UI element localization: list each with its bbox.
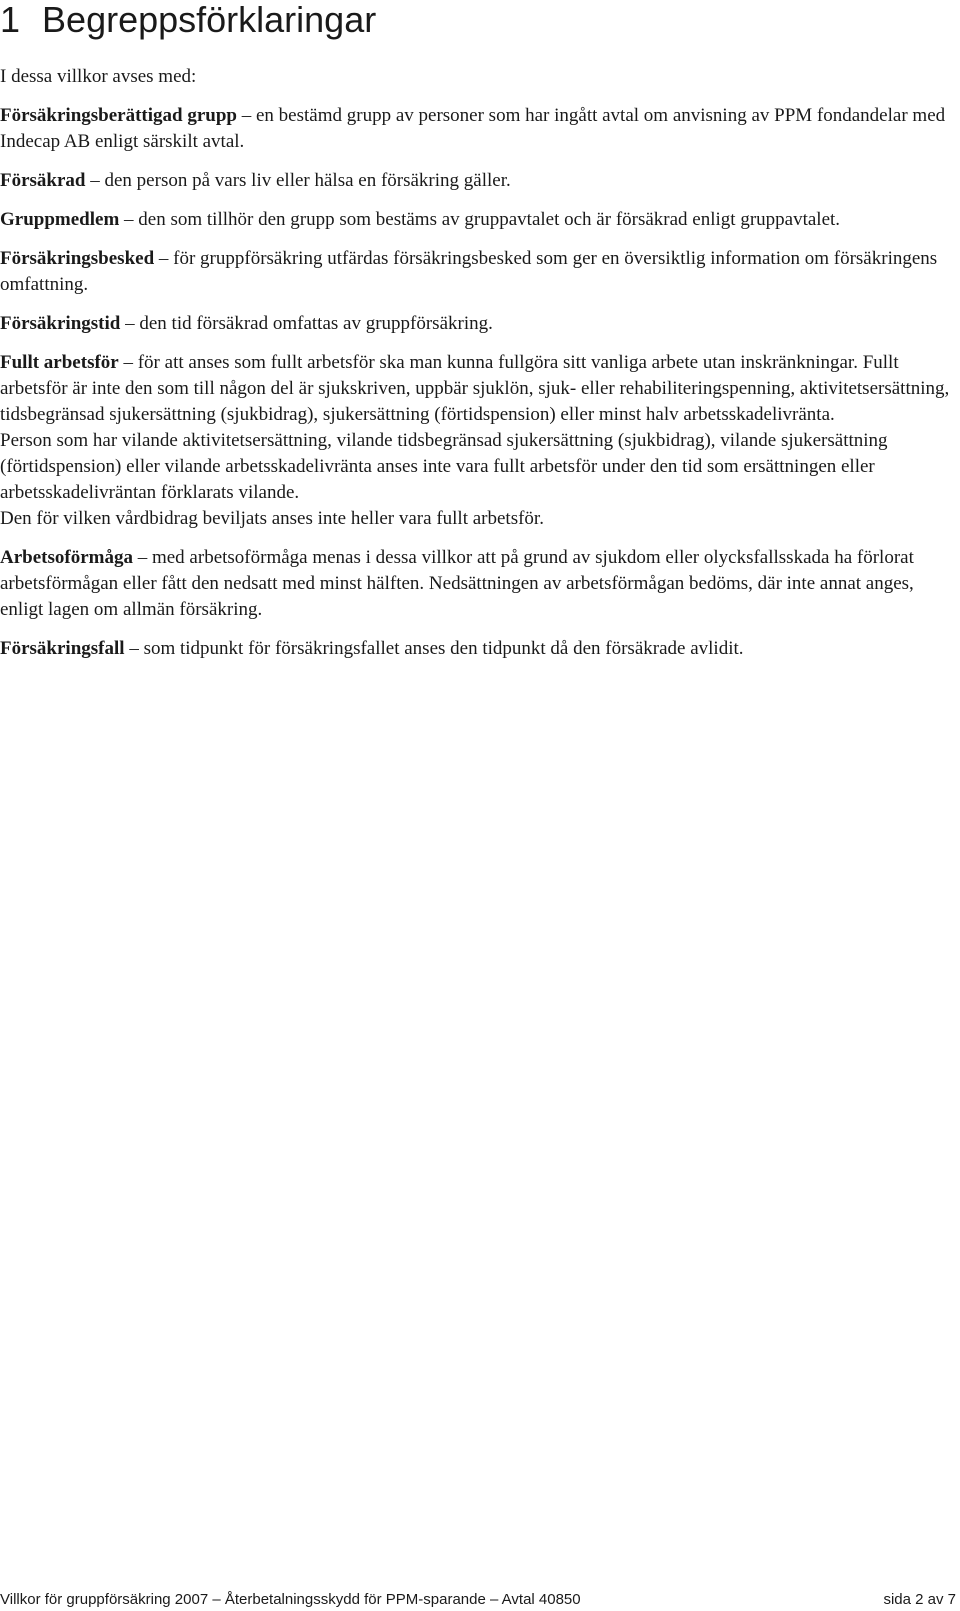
definition-term: Fullt arbetsför [0, 352, 119, 373]
definition-text: – med arbetsoförmåga menas i dessa villkor att på grund av sjukdom eller olycksfallsskada ha förlorat arbetsförmågan eller fått den nedsatt med minst hälften. Nedsättningen av arbetsförmågan bedöms, där inte annat anges, enligt lagen om allmän försäkring. [0, 547, 914, 620]
definition-text: – en bestämd grupp av personer som har ingått avtal om anvisning av PPM fondandelar med Indecap AB enligt särskilt avtal. [0, 105, 946, 152]
definition-term: Försäkrad [0, 170, 86, 191]
footer-page-number: sida 2 av 7 [883, 1591, 956, 1608]
definition-text: – den person på vars liv eller hälsa en försäkring gäller. [85, 170, 511, 191]
definition-forsakrad [0, 168, 955, 194]
definition-term: Försäkringstid [0, 313, 121, 334]
definition-term: Försäkringsfall [0, 638, 125, 659]
definition-fullt-arbetsfor [0, 350, 955, 428]
definition-gruppmedlem [0, 207, 955, 233]
definition-forsakringstid [0, 311, 955, 337]
intro-paragraph: I dessa villkor avses med: [0, 66, 197, 87]
heading-number: 1 [0, 0, 21, 40]
definition-text: – som tidpunkt för försäkringsfallet anses den tidpunkt då den försäkrade avlidit. [124, 638, 744, 659]
definition-term: Försäkringsbesked [0, 248, 155, 269]
definition-forsakringsberattigad-grupp [0, 103, 955, 155]
definition-forsakringsfall [0, 636, 955, 662]
paragraph-vardbidrag: Den för vilken vårdbidrag beviljats anses inte heller vara fullt arbetsför. [0, 508, 544, 529]
page-heading [0, 0, 376, 44]
definition-text: – den tid försäkrad omfattas av gruppförsäkring. [120, 313, 493, 334]
definition-forsakringsbesked [0, 246, 955, 298]
definition-term: Gruppmedlem [0, 209, 120, 230]
definition-term: Arbetsoförmåga [0, 547, 133, 568]
definition-arbetsoformaga [0, 545, 955, 623]
definition-text: – den som tillhör den grupp som bestäms av gruppavtalet och är försäkrad enligt gruppavtalet. [119, 209, 841, 230]
definition-text: – för att anses som fullt arbetsför ska man kunna fullgöra sitt vanliga arbete utan inskränkningar. Fullt arbetsför är inte den som till någon del är sjukskriven, uppbär sjuklön, sjuk- eller rehabiliteringspenning, aktivitetsersättning, tidsbegränsad sjukersättning (sjukbidrag), sjukersättning (förtidspension) eller minst halv arbetsskadelivränta. [0, 352, 950, 425]
paragraph-person-vilande: Person som har vilande aktivitetsersättning, vilande tidsbegränsad sjukersättning (sjukbidrag), vilande sjukersättning (förtidspension) eller vilande arbetsskadelivränta anses inte vara fullt arbetsför under den tid som ersättningen eller arbetsskadelivräntan förklarats vilande. [0, 430, 888, 503]
footer-document-title: Villkor för gruppförsäkring 2007 – Återbetalningsskydd för PPM-sparande – Avtal 40850 [0, 1591, 581, 1608]
definition-term: Försäkringsberättigad grupp [0, 105, 237, 126]
heading-title: Begreppsförklaringar [42, 0, 377, 40]
definition-text: – för gruppförsäkring utfärdas försäkringsbesked som ger en översiktlig information om försäkringens omfattning. [0, 248, 938, 295]
document-body [0, 64, 955, 675]
